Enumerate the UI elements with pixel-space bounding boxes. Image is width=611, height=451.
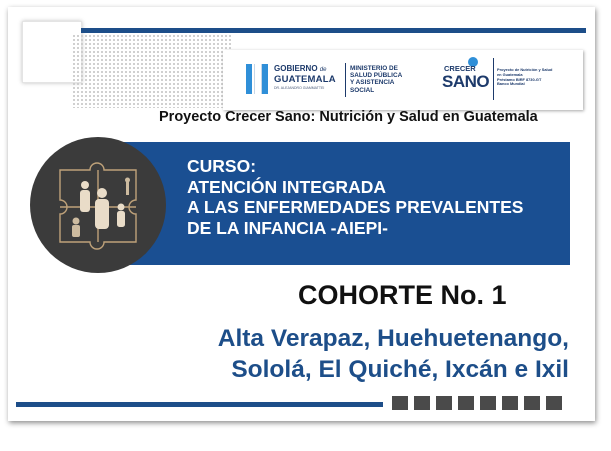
gov-divider — [345, 63, 346, 97]
ministerio-line: MINISTERIO DE — [350, 65, 398, 72]
crecer-sano-divider — [493, 58, 494, 100]
emblem-graphic — [30, 137, 166, 273]
bottom-rule — [16, 402, 383, 407]
gov-tagline: DR. ALEJANDRO GIAMMATTEI — [274, 86, 325, 90]
gobierno-logo-text — [274, 64, 336, 93]
regions-line: Alta Verapaz, Huehuetenango, — [217, 325, 569, 352]
course-line: CURSO: — [187, 156, 257, 176]
square — [392, 396, 408, 410]
ministerio-text — [350, 65, 402, 94]
crecer-sano-description — [497, 68, 552, 87]
puzzle-family-health-icon — [30, 137, 166, 273]
ministerio-line: SALUD PÚBLICA — [350, 72, 403, 80]
dot-pattern — [72, 34, 233, 108]
cs-desc-line: Banco Mundial — [497, 81, 525, 87]
ministerio-line: SOCIAL — [350, 86, 375, 94]
de-word: de — [319, 67, 327, 73]
crecer-word: CRECER — [444, 64, 476, 73]
gobierno-word: GOBIERNO — [274, 64, 318, 73]
square — [480, 396, 496, 410]
course-line: DE LA INFANCIA -AIEPI- — [187, 217, 388, 238]
regions-line: Sololá, El Quiché, Ixcán e Ixil — [231, 356, 569, 383]
square — [436, 396, 452, 410]
guatemala-flag-icon — [246, 64, 252, 94]
square — [502, 396, 518, 410]
ministerio-line: Y ASISTENCIA — [350, 79, 395, 87]
logo-strip — [223, 50, 583, 110]
regions-text — [218, 323, 569, 385]
project-subtitle: Proyecto Crecer Sano: Nutrición y Salud en Guatemala — [159, 109, 538, 125]
cs-desc-line: Préstamo BIRF 8730-GT — [497, 76, 542, 82]
course-title — [187, 156, 523, 238]
square — [458, 396, 474, 410]
cs-desc-line: Proyecto de Nutrición y Salud — [497, 67, 553, 72]
top-rule — [81, 28, 586, 33]
sano-word: SANO — [442, 72, 490, 91]
guatemala-flag-center — [254, 64, 262, 94]
decorative-squares — [392, 396, 562, 410]
course-line: A LAS ENFERMEDADES PREVALENTES — [187, 197, 524, 217]
course-line: ATENCIÓN INTEGRADA — [187, 176, 386, 197]
cs-desc-line: en Guatemala — [497, 71, 523, 77]
square — [524, 396, 540, 410]
square — [546, 396, 562, 410]
cohorte-title: COHORTE No. 1 — [298, 280, 507, 310]
square — [414, 396, 430, 410]
guatemala-flag-right — [262, 64, 268, 94]
guatemala-word: GUATEMALA — [274, 74, 336, 85]
